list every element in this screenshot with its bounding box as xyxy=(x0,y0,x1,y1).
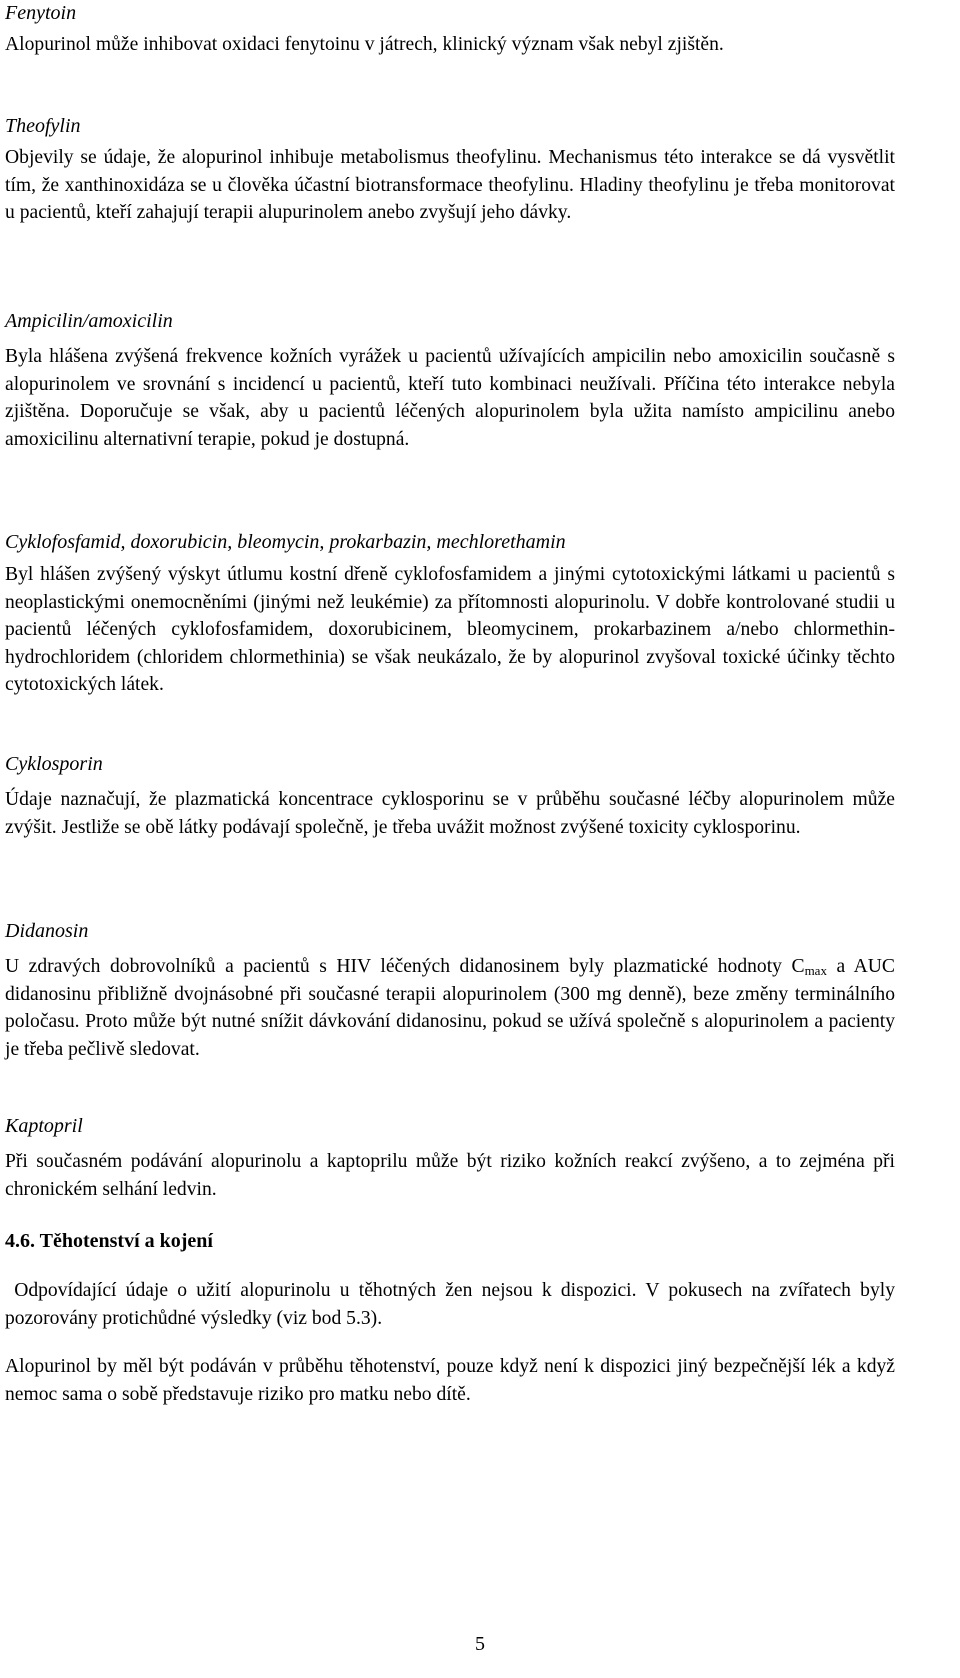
section-didanosin xyxy=(5,918,895,1063)
section-paragraph: Alopurinol může inhibovat oxidaci fenytoinu v játrech, klinický význam však nebyl zjištěn. xyxy=(5,34,724,55)
pregnancy-paragraph: Alopurinol by měl být podáván v průběhu těhotenství, pouze když není k dispozici jiný bezpečnější lék a když nemoc sama o sobě představuje riziko pro matku nebo dítě. xyxy=(5,1356,895,1405)
cmax-subscript: max xyxy=(804,963,827,978)
section-heading: Kaptopril xyxy=(5,1115,83,1137)
section-heading: Cyklosporin xyxy=(5,753,103,775)
section-kaptopril xyxy=(5,1113,895,1203)
section-paragraph: Při současném podávání alopurinolu a kaptoprilu může být riziko kožních reakcí zvýšeno, a to zejména při chronickém selhání ledvin. xyxy=(5,1151,895,1200)
section-heading: Theofylin xyxy=(5,115,81,137)
section-cyklosporin xyxy=(5,751,895,841)
section-heading: Didanosin xyxy=(5,920,89,942)
section-pregnancy xyxy=(5,1228,900,1408)
section-paragraph: Byla hlášena zvýšená frekvence kožních vyrážek u pacientů užívajících ampicilin nebo amoxicilin současně s alopurinolem ve srovnání s incidencí u pacientů, kteří tuto kombinaci neužívali. Příčina této interakce nebyla zjištěna. Doporučuje se však, aby u pacientů léčených alopurinolem byla užita namísto ampicilinu anebo amoxicilinu alternativní terapie, pokud je dostupná. xyxy=(5,346,895,450)
page-number: 5 xyxy=(475,1633,485,1655)
pregnancy-paragraph: Odpovídající údaje o užití alopurinolu u těhotných žen nejsou k dispozici. V pokusech na zvířatech byly pozorovány protichůdné výsledky (viz bod 5.3). xyxy=(5,1280,900,1329)
section-theofylin xyxy=(5,113,895,227)
cmax-symbol xyxy=(791,956,826,977)
cmax-letter: C xyxy=(791,956,805,977)
paragraph-text: a AUC didanosinu přibližně dvojnásobné při současné terapii alopurinolem (300 mg denně), beze změny terminálního poločasu. Proto může být nutné snížit dávkování didanosinu, pokud se užívá společně s alopurinolem a pacienty je třeba pečlivě sledovat. xyxy=(5,956,895,1060)
section-paragraph: Údaje naznačují, že plazmatická koncentrace cyklosporinu se v průběhu současné léčby alopurinolem může zvýšit. Jestliže se obě látky podávají společně, je třeba uvážit možnost zvýšené toxicity cyklosporinu. xyxy=(5,789,895,838)
section-title: 4.6. Těhotenství a kojení xyxy=(5,1230,213,1252)
section-heading: Ampicilin/amoxicilin xyxy=(5,310,173,332)
section-fenytoin xyxy=(5,0,895,59)
section-heading: Fenytoin xyxy=(5,2,77,24)
section-paragraph xyxy=(5,953,895,1063)
paragraph-text: U zdravých dobrovolníků a pacientů s HIV léčených didanosinem byly plazmatické hodnoty xyxy=(5,956,792,977)
section-paragraph: Byl hlášen zvýšený výskyt útlumu kostní dřeně cyklofosfamidem a jinými cytotoxickými látkami u pacientů s neoplastickými onemocněními (jinými než leukémie) za přítomnosti alopurinolu. V dobře kontrolované studii u pacientů léčených cyklofosfamidem, doxorubicinem, bleomycinem, prokarbazinem a/nebo chlormethin-hydrochloridem (chloridem chlormethinia) se však neukázalo, že by alopurinol zvyšoval toxické účinky těchto cytotoxických látek. xyxy=(5,564,895,696)
section-ampicilin xyxy=(5,308,895,453)
section-cyklofosfamid xyxy=(5,529,895,699)
section-heading: Cyklofosfamid, doxorubicin, bleomycin, prokarbazin, mechlorethamin xyxy=(5,531,566,553)
section-paragraph: Objevily se údaje, že alopurinol inhibuje metabolismus theofylinu. Mechanismus této interakce se dá vysvětlit tím, že xanthinoxidáza se u člověka účastní biotransformace theofylinu. Hladiny theofylinu je třeba monitorovat u pacientů, kteří zahajují terapii alupurinolem anebo zvyšují jeho dávky. xyxy=(5,147,895,224)
